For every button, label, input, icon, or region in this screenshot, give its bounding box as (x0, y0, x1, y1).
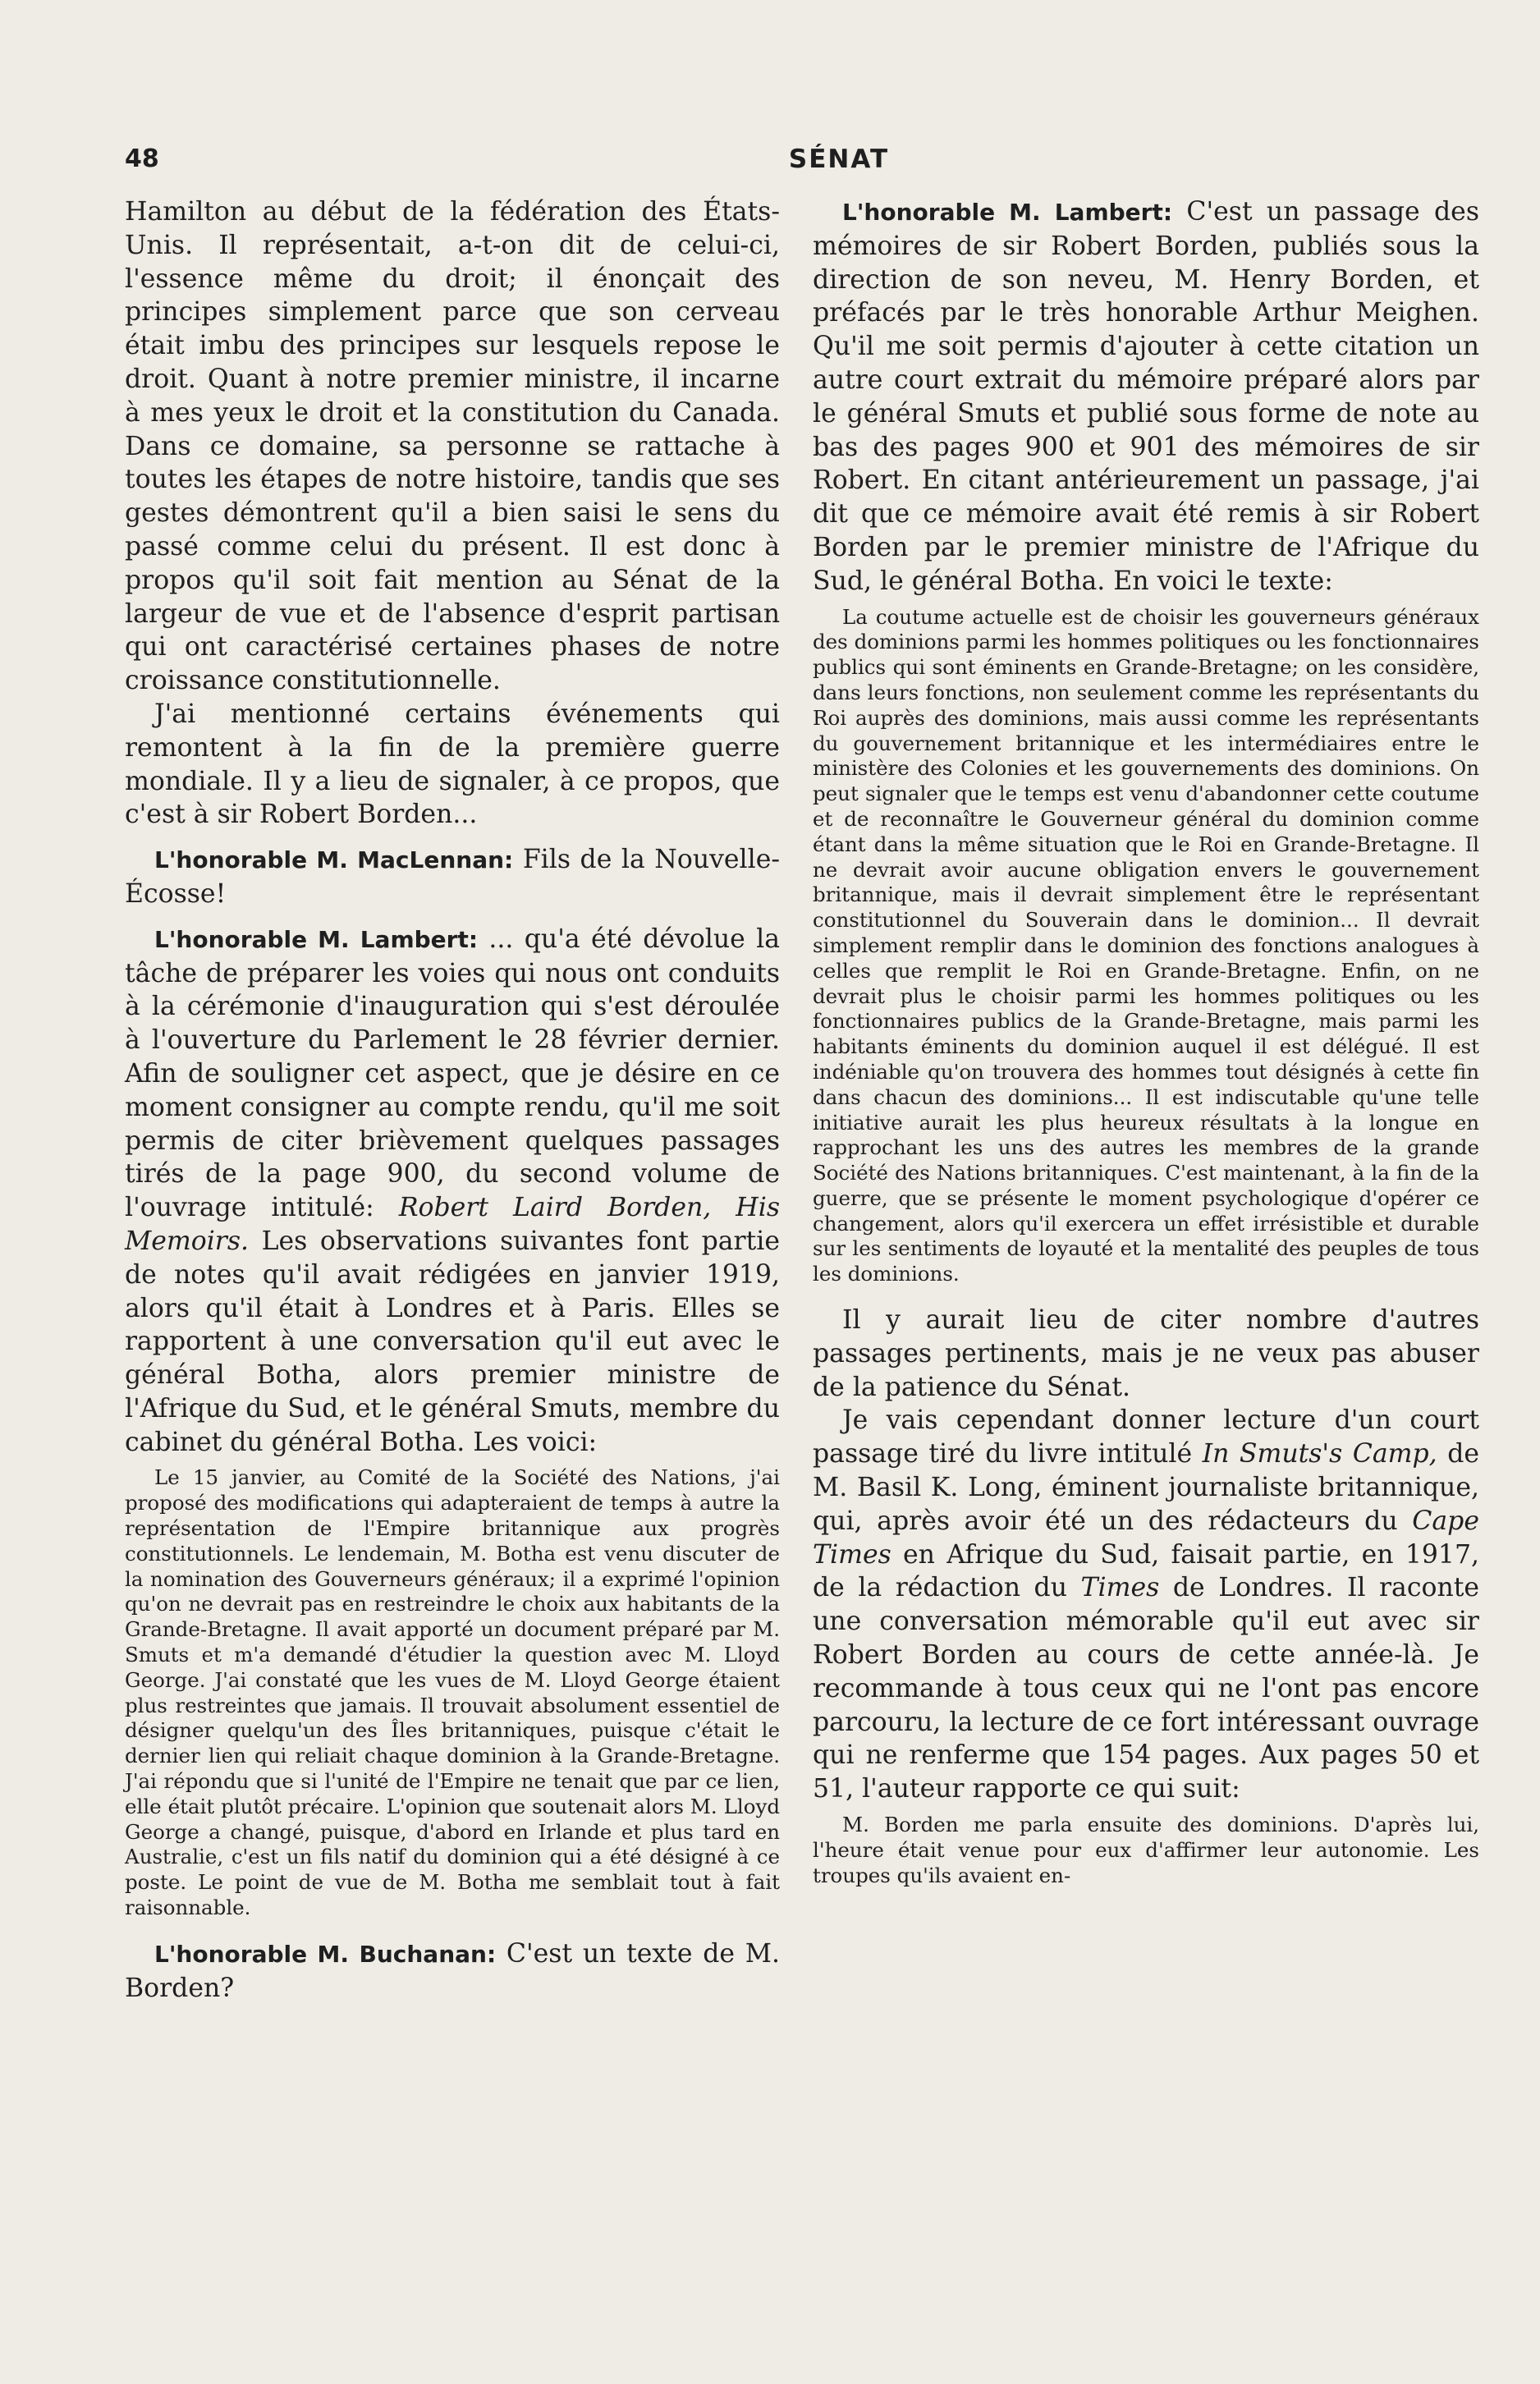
spacer (813, 1292, 1479, 1304)
block-quote: Le 15 janvier, au Comité de la Société des Nations, j'ai proposé des modifications qui adapteraient de temps à autre la représentation de l'Empire britannique aux progrès constitutionnels. Le lendemain, M. Botha est venu discuter de la nomination des Gouverneurs généraux; il a exprimé l'opinion qu'on ne devrait pas en restreindre le choix aux habitants de la Grande-Bretagne. Il avait apporté un document préparé par M. Smuts et m'a demandé d'étudier la question avec M. Lloyd George. J'ai constaté que les vues de M. Lloyd George étaient plus restreintes que jamais. Il trouvait absolument essentiel de désigner quelqu'un des Îles britanniques, puisque c'était le dernier lien qui reliait chaque dominion à la Grande-Bretagne. J'ai répondu que si l'unité de l'Empire ne tenait que par ce lien, elle était plutôt précaire. L'opinion que soutenait alors M. Lloyd George a changé, puisque, d'abord en Irlande et plus tard en Australie, c'est un fils natif du dominion qui a été désigné à ce poste. Le point de vue de M. Botha me semblait tout à fait raisonnable. (125, 1465, 780, 1920)
speech (125, 923, 780, 1460)
paragraph: J'ai mentionné certains événements qui remontent à la fin de la première guerre mondiale. Il y a lieu de signaler, à ce propos, que c'est à sir Robert Borden... (125, 699, 780, 830)
paragraph-text: de Londres. Il raconte une conversation mémorable qu'il eut avec sir Robert Borden au cours de cette année-là. Je recommande à tous ceux qui ne l'ont pas encore parcouru, la lecture de ce fort intéressant ouvrage qui ne renferme que 154 pages. Aux pages 50 et 51, l'auteur rapporte ce qui suit: (813, 1573, 1480, 1804)
spacer (125, 1926, 780, 1937)
speech-text: Les observations suivantes font partie de notes qu'il avait rédigées en janvier 1919, alors qu'il était à Londres et à Paris. Elles se rapportent à une conversation qu'il eut avec le général Botha, alors premier ministre de l'Afrique du Sud, et le général Smuts, membre du cabinet du général Botha. Les voici: (125, 1226, 780, 1457)
book-title: Robert Laird Borden, His Memoirs. (125, 1193, 780, 1256)
speaker-name: L'honorable M. Lambert: (842, 199, 1173, 226)
paragraph: Il y aurait lieu de citer nombre d'autres passages pertinents, mais je ne veux pas abuser de la patience du Sénat. (813, 1305, 1479, 1402)
paragraph: Hamilton au début de la fédération des États-Unis. Il représentait, a-t-on dit de celui-ci, l'essence même du droit; il énonçait des principes simplement parce que son cerveau était imbu des principes sur lesquels repose le droit. Quant à notre premier ministre, il incarne à mes yeux le droit et la constitution du Canada. Dans ce domaine, sa personne se rattache à toutes les étapes de notre histoire, tandis que ses gestes démontrent qu'il a bien saisi le sens du passé comme celui du présent. Il est donc à propos qu'il soit fait mention au Sénat de la largeur de vue et de l'absence d'esprit partisan qui ont caractérisé certaines phases de notre croissance constitutionnelle. (125, 197, 780, 696)
speech-text: C'est un passage des mémoires de sir Robert Borden, publiés sous la direction de son neveu, M. Henry Borden, et préfacés par le très honorable Arthur Meighen. Qu'il me soit permis d'ajouter à cette citation un autre court extrait du mémoire préparé alors par le général Smuts et publié sous forme de note au bas des pages 900 et 901 des mémoires de sir Robert. En citant antérieurement un passage, j'ai dit que ce mémoire avait été remis à sir Robert Borden par le premier ministre de l'Afrique du Sud, le général Botha. En voici le texte: (813, 197, 1479, 596)
block-quote: M. Borden me parla ensuite des dominions. D'après lui, l'heure était venue pour eux d'affirmer leur autonomie. Les troupes qu'ils avaient en- (813, 1813, 1479, 1887)
running-title: SÉNAT (788, 144, 890, 174)
speech (813, 195, 1479, 598)
right-column (813, 195, 1479, 1893)
page-number: 48 (125, 144, 159, 173)
speech (125, 1937, 780, 2006)
speaker-name: L'honorable M. Lambert: (154, 925, 479, 953)
left-column (125, 195, 780, 2005)
block-quote: La coutume actuelle est de choisir les gouverneurs généraux des dominions parmi les hommes politiques ou les fonctionnaires publics qui sont éminents en Grande-Bretagne; on les considère, dans leurs fonctions, non seulement comme les représentants du Roi auprès des dominions, mais aussi comme les représentants du gouvernement britannique et les intermédiaires entre le ministère des Colonies et les gouvernements des dominions. On peut signaler que le temps est venu d'abandonner cette coutume et de reconnaître le Gouverneur général du dominion comme étant dans la même situation que le Roi en Grande-Bretagne. Il ne devrait avoir aucune obligation envers le gouvernement britannique, mais il devrait simplement être le représentant constitutionnel du Souverain dans le dominion... Il devrait simplement remplir dans le dominion des fonctions analogues à celles que remplit le Roi en Grande-Bretagne. Enfin, on ne devrait plus le choisir parmi les hommes politiques ou les fonctionnaires publics de la Grande-Bretagne, mais parmi les habitants éminents du dominion auquel il est délégué. Il est indéniable qu'on trouvera des hommes tout désignés à cette fin dans chacun des dominions... Il est indiscutable qu'une telle initiative aurait les plus heureux résultats à la longue en rapprochant les uns des autres les membres de la grande Société des Nations britanniques. C'est maintenant, à la fin de la guerre, que se présente le moment psychologique d'opérer ce changement, alors qu'il exercera un effet irrésistible et durable sur les sentiments de loyauté et la mentalité des peuples de tous les dominions. (813, 604, 1479, 1286)
speech (125, 843, 780, 911)
speaker-name: L'honorable M. Buchanan: (154, 1940, 497, 1968)
speaker-name: L'honorable M. MacLennan: (154, 846, 514, 874)
newspaper-title: Times (1080, 1573, 1160, 1603)
speech-text: C'est un texte de M. Borden? (125, 1938, 780, 2003)
paragraph-text: Je vais cependant donner lecture d'un court passage tiré du livre intitulé (813, 1405, 1479, 1469)
speech-text: Fils de la Nouvelle-Écosse! (125, 845, 780, 909)
paragraph (813, 1404, 1479, 1806)
spacer (125, 832, 780, 843)
paragraph-text: de M. Basil K. Long, éminent journaliste britannique, qui, après avoir été un des rédacteurs du (813, 1439, 1479, 1536)
paragraph-text: en Afrique du Sud, faisait partie, en 1917, de la rédaction du (813, 1539, 1479, 1603)
page-header (125, 144, 1455, 186)
newspaper-title: Cape Times (813, 1506, 1479, 1570)
speech-text: ... qu'a été dévolue la tâche de préparer les voies qui nous ont conduits à la cérémonie d'inauguration qui s'est déroulée à l'ouverture du Parlement le 28 février dernier. Afin de souligner cet aspect, que je désire en ce moment consigner au compte rendu, qu'il me soit permis de citer brièvement quelques passages tirés de la page 900, du second volume de l'ouvrage intitulé: (125, 924, 780, 1223)
book-title: In Smuts's Camp, (1202, 1439, 1437, 1469)
spacer (125, 911, 780, 923)
